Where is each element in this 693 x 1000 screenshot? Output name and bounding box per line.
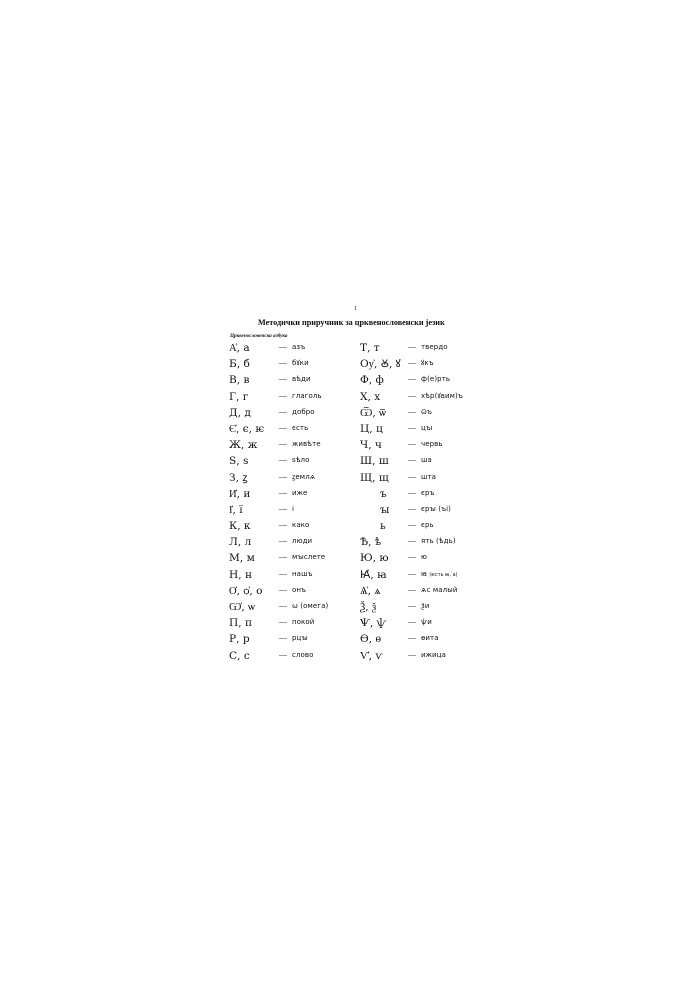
entry-name-text: ѡ (омега): [292, 602, 329, 610]
entry-letter: Ꙗ҆, ꙗ: [360, 568, 387, 581]
entry-dash: —: [408, 568, 416, 578]
entry-name: [421, 373, 450, 385]
entry-letter: Ѕ, ѕ: [229, 455, 249, 468]
entry-letter: Ѳ, ѳ: [360, 633, 382, 646]
entry-dash: —: [408, 520, 416, 530]
entry-name-text: живѣте: [292, 440, 321, 449]
entry-letter: З, ꙁ: [229, 471, 248, 484]
entry-name-text: покой: [292, 618, 315, 627]
entry-name-text: ижица: [421, 650, 446, 659]
entry-letter: М, м: [229, 552, 255, 565]
entry-name-text: онъ: [292, 585, 307, 594]
entry-name-text: ѕѣло: [292, 456, 310, 465]
entry-dash: —: [279, 601, 287, 610]
entry-dash: —: [279, 633, 287, 643]
entry-name-text: ша: [421, 456, 432, 465]
entry-dash: —: [408, 617, 416, 627]
entry-name-text: вѣди: [292, 375, 311, 384]
entry-letter: О҆, ѻ҆, о: [229, 584, 263, 597]
entry-dash: —: [279, 503, 287, 513]
entry-dash: —: [279, 536, 287, 546]
entry-name: [292, 422, 308, 434]
entry-dash: —: [279, 471, 287, 481]
entry-name: [421, 503, 451, 515]
entry-letter: Л, л: [229, 536, 252, 549]
entry-dash: —: [408, 455, 416, 465]
entry-letter: Х, х: [360, 390, 381, 403]
entry-name-text: ѯи: [421, 602, 430, 610]
entry-letter: Ю, ю: [360, 552, 389, 565]
entry-name: [421, 341, 448, 353]
entry-name: [421, 568, 458, 582]
entry-name-text: како: [292, 521, 310, 530]
entry-name-text: і: [292, 504, 295, 513]
entry-dash: —: [279, 584, 287, 594]
entry-letter: И҆, и: [229, 487, 251, 500]
entry-name: [421, 600, 430, 612]
entry-name: [292, 519, 309, 531]
entry-name: [292, 438, 321, 450]
entry-letter: Ш, ш: [360, 455, 389, 468]
entry-name: [421, 616, 432, 628]
entry-name-text: мꙑслете: [292, 553, 326, 562]
entry-name-text: бꙋки: [292, 359, 309, 368]
entry-letter: С, с: [229, 649, 250, 662]
entry-letter: ꙑ: [380, 503, 390, 516]
entry-name: [421, 471, 436, 483]
entry-dash: —: [408, 422, 416, 432]
entry-letter: Ѱ, ѱ: [360, 617, 387, 630]
section-label: Црквенословенска азбука: [230, 333, 288, 339]
entry-name-text: єрꙑ (ъі): [421, 504, 452, 513]
entry-dash: —: [408, 390, 416, 400]
entry-name-text: ꙋкъ: [421, 359, 434, 368]
entry-letter: Ф, ф: [360, 374, 384, 387]
entry-dash: —: [279, 455, 287, 465]
entry-name: [292, 373, 311, 385]
entry-letter: Д, д: [229, 406, 251, 419]
entry-letter: Ѡ҆, ѡ: [229, 601, 255, 613]
entry-dash: —: [408, 471, 416, 481]
entry-letter: Ѵ҆, ѵ: [360, 649, 383, 662]
entry-name: [421, 390, 463, 402]
entry-letter: Ч, ч: [360, 439, 382, 452]
entry-name: [292, 406, 315, 418]
entry-dash: —: [408, 536, 416, 546]
entry-dash: —: [279, 520, 287, 530]
entry-name-text: ф(е)рть: [421, 375, 451, 384]
entry-letter: П, п: [229, 617, 253, 630]
entry-dash: —: [279, 390, 287, 400]
entry-letter: Щ, щ: [360, 471, 389, 484]
entry-dash: —: [408, 358, 416, 368]
entry-name: [421, 551, 427, 563]
entry-name-text: ять (ѣдь): [421, 537, 456, 546]
entry-letter: ь: [380, 520, 386, 533]
entry-name: [292, 551, 325, 563]
entry-name-text: червь: [421, 440, 443, 449]
entry-dash: —: [408, 552, 416, 562]
entry-name: [421, 406, 432, 418]
entry-name-text: иже: [292, 488, 308, 497]
entry-name-text: ю: [421, 553, 427, 562]
entry-letter: Т, т: [360, 342, 380, 354]
entry-name-text: шта: [421, 472, 437, 481]
entry-name-text: ꙗ: [421, 569, 427, 578]
entry-dash: —: [279, 487, 287, 497]
entry-letter: В, в: [229, 374, 250, 387]
entry-dash: —: [408, 601, 416, 610]
entry-letter: Б, б: [229, 358, 250, 371]
entry-name: [292, 568, 313, 580]
entry-dash: —: [279, 568, 287, 578]
entry-dash: —: [279, 552, 287, 562]
entry-dash: —: [279, 422, 287, 432]
entry-dash: —: [279, 374, 287, 384]
entry-name-text: азъ: [292, 343, 306, 351]
entry-letter: І҆, ї: [229, 503, 243, 516]
entry-name: [292, 616, 314, 628]
entry-dash: —: [408, 649, 416, 659]
entry-name: [421, 584, 457, 596]
entry-name-text: люди: [292, 537, 313, 546]
entry-dash: —: [279, 358, 287, 368]
entry-name: [292, 357, 309, 369]
entry-letter: Ѿ, ѿ: [360, 406, 386, 419]
entry-name: [292, 535, 312, 547]
entry-letter: Ц, ц: [360, 422, 383, 435]
entry-letter: Н, н: [229, 568, 253, 581]
entry-name-text: рцꙑ: [292, 634, 308, 643]
entry-letter: Ѣ, ѣ: [360, 536, 382, 549]
entry-name: [292, 487, 307, 499]
entry-name-text: єръ: [421, 488, 435, 497]
entry-name: [292, 503, 294, 515]
entry-name: [292, 600, 328, 612]
entry-name-text: хѣр(ꙋвим)ъ: [421, 391, 463, 400]
entry-name: [421, 454, 432, 466]
entry-dash: —: [408, 374, 416, 384]
document-title: Методички приручник за црквенословенски језик: [258, 318, 445, 327]
entry-name: [292, 390, 322, 402]
entry-name-text: нашъ: [292, 569, 313, 578]
entry-name-text: глаголь: [292, 391, 322, 400]
entry-name-text: слово: [292, 650, 314, 659]
entry-dash: —: [408, 439, 416, 449]
entry-dash: —: [408, 503, 416, 513]
entry-dash: —: [279, 439, 287, 449]
entry-dash: —: [408, 342, 416, 351]
entry-dash: —: [408, 633, 416, 643]
entry-letter: Г, г: [229, 390, 249, 403]
entry-name-text: цꙑ: [421, 423, 433, 432]
entry-name: [292, 454, 310, 466]
entry-name: [421, 438, 443, 450]
entry-dash: —: [279, 617, 287, 627]
entry-name-text: єсть: [292, 423, 309, 432]
entry-letter: Ж, ж: [229, 439, 258, 452]
entry-letter: ъ: [380, 487, 387, 500]
entry-name: [292, 341, 305, 353]
entry-name-note: (ѥсть ꙗ, ́а): [429, 572, 458, 578]
entry-dash: —: [408, 584, 416, 594]
entry-name: [292, 584, 306, 596]
entry-dash: —: [408, 406, 416, 416]
entry-name: [421, 357, 434, 369]
entry-dash: —: [279, 342, 287, 351]
entry-name: [421, 632, 439, 644]
entry-letter: А҆, а: [229, 342, 250, 354]
entry-dash: —: [279, 406, 287, 416]
entry-name: [421, 649, 446, 661]
entry-letter: К, к: [229, 520, 251, 533]
entry-letter: Є҆, є, ѥ: [229, 422, 265, 435]
entry-name: [421, 535, 456, 547]
entry-name-text: ѳита: [421, 634, 439, 643]
entry-name: [421, 519, 434, 531]
page-number: 1: [354, 306, 357, 312]
entry-name: [292, 649, 314, 661]
entry-letter: Ѯ, ѯ: [360, 601, 377, 613]
entry-letter: Ѧ҆, ѧ: [360, 584, 381, 597]
entry-name-text: добро: [292, 407, 315, 416]
entry-name: [421, 487, 435, 499]
entry-letter: Оу҆, Ꙋ, ꙋ: [360, 358, 401, 371]
entry-name-text: ѱи: [421, 618, 432, 627]
entry-name-text: єрь: [421, 521, 434, 530]
entry-dash: —: [279, 649, 287, 659]
entry-letter: Р, р: [229, 633, 250, 646]
entry-name: [292, 632, 308, 644]
entry-name-text: ѧс малый: [421, 585, 458, 594]
entry-name-text: ѿъ: [421, 407, 433, 416]
entry-dash: —: [408, 487, 416, 497]
entry-name-text: твердо: [421, 343, 448, 351]
entry-name-text: ꙁемлѧ: [292, 472, 316, 481]
entry-name: [421, 422, 432, 434]
entry-name: [292, 471, 315, 483]
